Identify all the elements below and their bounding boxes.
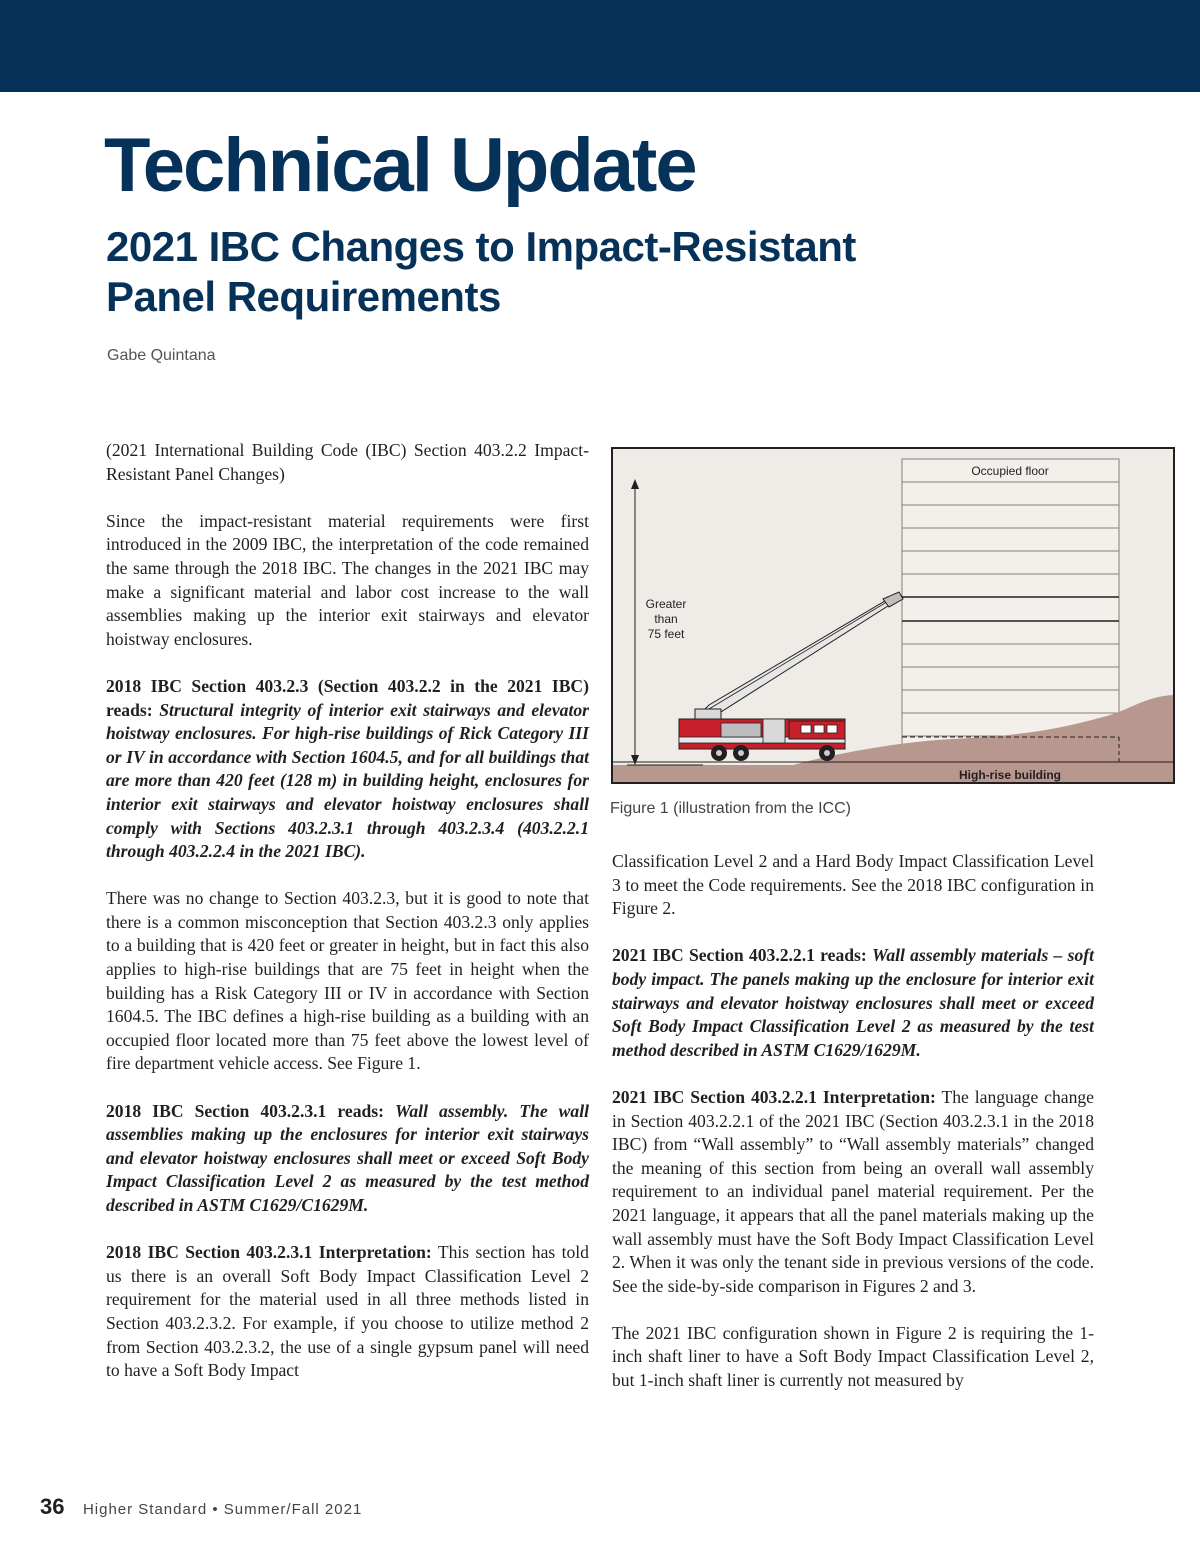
interpretation-text: The language change in Section 403.2.2.1 of the 2021 IBC (Section 403.2.3.1 in the 2018 IBC) from “Wall assembly” to “Wall assembly materials” changed the meaning of this section from being an overall wall assembly requirement to an individual panel material requirement. Per the 2021 language, it appears that all the panel materials making up the wall assembly must have the Soft Body Impact Classification Level 2. When it was only the tenant side in previous versions of the code. See the side-by-side comparison in Figures 2 and 3.: [612, 1086, 1094, 1296]
building: [902, 459, 1119, 760]
background-paragraph: Since the impact-resistant material requirements were first introduced in the 2009 IBC, the interpretation of the code remained the same through the 2018 IBC. The changes in the 2021 IBC may make a significant material and labor cost increase to the wall assemblies making up the interior exit stairways and elevator hoistway enclosures.: [106, 510, 589, 649]
author-byline: Gabe Quintana: [107, 347, 216, 364]
section-heading: 2018 IBC Section 403.2.3.1 reads:: [106, 1100, 384, 1121]
section-heading: 2018 IBC Section 403.2.3 (Section 403.2.2 in the 2021 IBC) reads:: [106, 675, 589, 720]
header-band: [0, 0, 1200, 92]
section-heading: 2021 IBC Section 403.2.2.1 reads:: [612, 945, 867, 966]
right-column: [612, 850, 1094, 1416]
page-number: 36: [40, 1494, 65, 1519]
interpretation-2021-paragraph: [612, 1086, 1094, 1298]
intro-paragraph: (2021 International Building Code (IBC) Section 403.2.2 Impact-Resistant Panel Changes): [106, 440, 589, 484]
figure-caption: Figure 1 (illustration from the ICC): [610, 800, 851, 817]
code-quote: Structural integrity of interior exit stairways and elevator hoistway enclosures. For high-rise buildings of Rick Category III or IV in accordance with Section 1604.5, and for all buildings that are more than 420 feet (128 m) in building height, enclosures for interior exit stairways and elevator hoistway enclosures shall comply with Sections 403.2.3.1 through 403.2.3.4 (403.2.2.1 through 403.2.2.4 in the 2021 IBC).: [106, 699, 589, 862]
interpretation-2018-paragraph: [106, 1241, 589, 1383]
high-rise-diagram: [613, 449, 1173, 782]
height-label-line3: 75 feet: [647, 627, 685, 641]
height-label-line1: Greater: [645, 597, 687, 611]
configuration-paragraph: The 2021 IBC configuration shown in Figure 2 is requiring the 1-inch shaft liner to have a Soft Body Impact Classification Level 2, but 1-inch shaft liner is currently not measured by: [612, 1322, 1094, 1391]
code-quote: Wall assembly. The wall assemblies making up the enclosures for interior exit stairways and elevator hoistway enclosures shall meet or exceed Soft Body Impact Classification Level 2 as measured by the test method described in ASTM C1629/C1629M.: [106, 1100, 589, 1215]
continuation-paragraph: Classification Level 2 and a Hard Body Impact Classification Level 3 to meet the Code requirements. See the 2018 IBC configuration in Figure 2.: [612, 851, 1094, 919]
occupied-floor-label: Occupied floor: [971, 464, 1049, 478]
misconception-paragraph: There was no change to Section 403.2.3, but it is good to note that there is a common misconception that Section 403.2.3 only applies to a building that is 420 feet or greater in height, but in fact this also applies to high-rise buildings that are 75 feet in height when the building has a Risk Category III or IV in accordance with Section 1604.5. The IBC defines a high-rise building as a building with an occupied floor located more than 75 feet above the lowest level of fire department vehicle access. See Figure 1.: [106, 888, 589, 1074]
article-subtitle: 2021 IBC Changes to Impact-Resistant Panel Requirements: [106, 223, 856, 320]
fire-ladder-truck-illustration: [679, 592, 903, 761]
page-title: Technical Update: [104, 123, 696, 208]
publication-name: Higher Standard • Summer/Fall 2021: [82, 1501, 363, 1518]
code-quote: Wall assembly materials – soft body impact. The panels making up the enclosure for interior exit stairways and elevator hoistway enclosures shall meet or exceed Soft Body Impact Classification Level 2 as measured by the test method described in ASTM C1629/1629M.: [612, 945, 1094, 1060]
interpretation-text: This section has told us there is an overall Soft Body Impact Classification Level 2 requirement for the material used in all three methods listed in Section 403.2.3.2. For example, if you choose to utilize method 2 from Section 403.2.3.2, the use of a single gypsum panel will need to have a Soft Body Impact: [106, 1242, 589, 1381]
page-footer: [40, 1494, 362, 1520]
left-column: [106, 439, 589, 1406]
height-label-line2: than: [654, 612, 678, 626]
section-403-2-3-paragraph: [106, 675, 589, 864]
section-403-2-3-1-paragraph: [106, 1100, 589, 1218]
section-heading: 2021 IBC Section 403.2.2.1 Interpretation:: [612, 1086, 936, 1107]
section-heading: 2018 IBC Section 403.2.3.1 Interpretation:: [106, 1242, 432, 1263]
high-rise-building-label: High-rise building: [959, 768, 1061, 782]
section-403-2-2-1-paragraph: [612, 944, 1094, 1062]
figure-1-illustration: [611, 447, 1175, 784]
